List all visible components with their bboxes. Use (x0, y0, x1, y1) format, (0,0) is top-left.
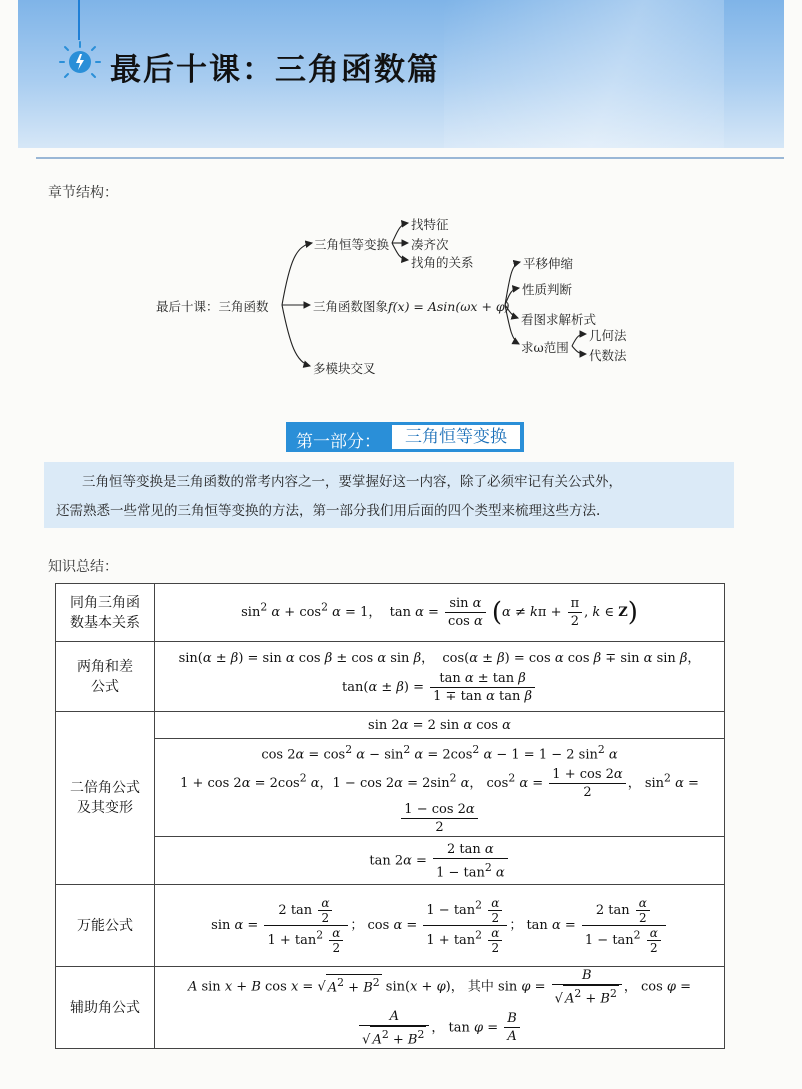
mindmap-leaf: 求ω范围 (521, 340, 569, 355)
row-header-line: 同角三角函 (70, 594, 140, 611)
aux-connector: 其中 (467, 980, 494, 995)
summary-label: 知识总结： (48, 559, 118, 575)
row-header (56, 642, 155, 712)
table-row (56, 739, 725, 837)
row-header: 辅助角公式 (56, 967, 155, 1049)
mindmap-branch-cross: 多模块交叉 (313, 361, 376, 376)
intro-line: 三角恒等变换是三角函数的常考内容之一，要掌握好这一内容，除了必须牢记有关公式外， (82, 474, 622, 490)
formula-cell: $\sin^2 \alpha + \cos^2 \alpha = 1$， tan α = $\frac{\text{sin α}}{\text{cos α}}$ (α ≠ kπ + $\frac{\pi}{2}$ , k ∈ Z) (155, 584, 725, 642)
formula-cell: tan 2α = $\frac{\text{2 tan α}}{1 - \tan^2 \alpha}$ (155, 837, 725, 885)
page-title: 最后十课：三角函数篇 (110, 52, 440, 88)
row-header (56, 584, 155, 642)
section-banner (286, 422, 524, 452)
section-part-label: 第一部分： (296, 432, 381, 452)
table-row (56, 837, 725, 885)
intro-paragraph (44, 462, 734, 528)
table-row (56, 885, 725, 967)
intro-line: 还需熟悉一些常见的三角恒等变换的方法，第一部分我们用后面的四个类型来梳理这些方法. (56, 503, 601, 519)
row-header (56, 712, 155, 885)
mindmap-root: 最后十课：三角函数 (156, 299, 269, 314)
formula-table (55, 583, 725, 1049)
table-row (56, 584, 725, 642)
mindmap-connectors (0, 0, 802, 400)
mindmap-branch-graph (313, 297, 510, 315)
mindmap-leaf: 看图求解析式 (521, 312, 597, 327)
chapter-structure-label: 章节结构： (48, 185, 118, 201)
mindmap-branch-identity: 三角恒等变换 (314, 237, 390, 252)
mindmap-leaf: 代数法 (589, 348, 627, 363)
mindmap-leaf: 平移伸缩 (523, 256, 574, 271)
formula-cell: sin α = 2 tan $\frac{\alpha}{2}$ $1 + \tan^2$ $\frac{\alpha}{2}$ ； cos α = $1 - \tan^2$ $\frac{\alpha}{2}$ $1 + \tan^2$ $\frac{\alpha}{2}$ ； tan α = 2 tan $\frac{\alpha}{2}$ $1 - \tan^2$ $\frac{\alpha}{2}$ (155, 885, 725, 967)
formula-cell: A sin x + B cos x = √ $A^2 + B^2$ sin(x + φ)， 其中 sin φ = $\frac{B}{√ A^2 + B^2}$ ， cos φ = $\frac{A}{√ A^2 + B^2}$ ， tan φ = $\frac{B}{A}$ (155, 967, 725, 1049)
mindmap-leaf: 凑齐次 (411, 237, 449, 252)
mindmap-branch-graph-label: 三角函数图象 (313, 299, 389, 314)
formula-cell: sin 2α = 2 sin α cos α (155, 712, 725, 739)
row-header-line: 及其变形 (77, 800, 133, 817)
row-header-line: 两角和差 (77, 658, 133, 675)
mindmap-leaf: 几何法 (589, 328, 627, 343)
row-header-line: 数基本关系 (70, 614, 140, 631)
table-row (56, 642, 725, 712)
formula-cell: $\cos 2\alpha = \cos^2 \alpha - \sin^2 \alpha = 2\cos^2$ α − 1 = 1 − 2 $\sin^2 \alpha$ $1 + \cos 2\alpha = 2\cos^2$ α，$1 - \cos 2\alpha = 2\sin^2$ α， $\cos^2 \alpha$ = $\frac{1 + \cos 2\alpha}{2}$ ， $\sin^2 \alpha$ = $\frac{1 - \cos 2\alpha}{2}$ (155, 739, 725, 837)
table-row (56, 967, 725, 1049)
mindmap-leaf: 性质判断 (522, 282, 573, 297)
section-name: 三角恒等变换 (392, 425, 520, 449)
mindmap-leaf: 找特征 (411, 217, 449, 232)
table-row (56, 712, 725, 739)
formula-cell: sin(α ± β) = sin α cos β ± cos α sin β， cos(α ± β) = cos α cos β ∓ sin α sin β， tan(α ± β) = $\frac{\text{tan α ± tan β}}{\text{1 ∓ tan α tan β}}$ (155, 642, 725, 712)
mindmap-leaf: 找角的关系 (411, 255, 474, 270)
row-header-line: 二倍角公式 (70, 780, 140, 797)
mindmap-branch-graph-formula: f(x) = Asin(ωx + φ) (388, 299, 510, 314)
row-header: 万能公式 (56, 885, 155, 967)
row-header-line: 公式 (91, 678, 119, 695)
